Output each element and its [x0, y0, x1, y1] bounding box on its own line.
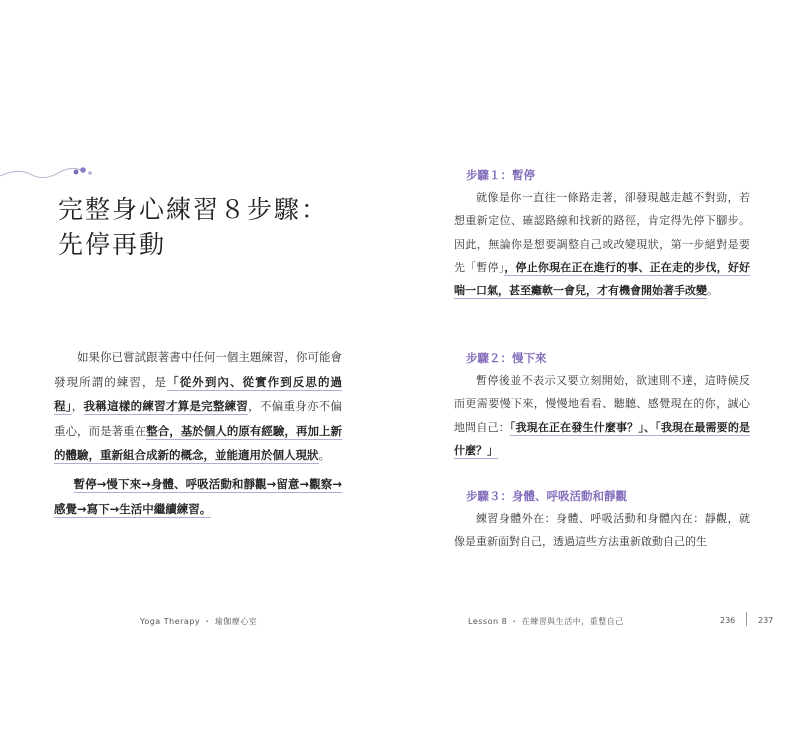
page-number-right: 237 — [758, 616, 774, 625]
step-1-emphasis: ，停止你現在正在進行的事、正在走的步伐，好好喘一口氣，甚至癱軟一會兒，才有機會開始著手改變 — [454, 260, 751, 298]
step-3-body — [454, 507, 750, 554]
page-number-left: 236 — [720, 616, 736, 625]
step-3-text: 練習身體外在：身體、呼吸活動和身體內在：靜觀，就像是重新面對自己，透過這些方法重新啟動自己的生 — [454, 512, 750, 549]
intro-text-1: 如果你已嘗試跟著書中任何一個主題練習，你可能會發現所謂的練習，是 — [54, 350, 342, 389]
step-1-text: 就像是你一直往一條路走著，卻發現越走越不對勁，若想重新定位、確認路線和找新的路徑，肯定得先停下腳步。因此，無論你是想要調整自己或改變現狀，第一步絕對是要先「暫停」 — [454, 191, 750, 274]
chapter-title-line-1: 完整身心練習８步驟： — [58, 195, 329, 224]
running-footer-right: Lesson 8 ・ 在練習與生活中，重整自己 — [468, 617, 624, 626]
vine-dots-ornament-icon — [0, 158, 110, 188]
steps-summary — [54, 472, 342, 521]
intro-text-3: ，不偏重身亦不偏重心，而是著重在 — [54, 399, 343, 438]
step-2-heading: 步驟２：慢下來 — [466, 351, 547, 365]
right-page — [400, 0, 800, 744]
running-footer-left: Yoga Therapy ・ 瑜伽療心室 — [140, 617, 258, 626]
step-1-text-end: 。 — [707, 284, 718, 298]
chapter-title — [58, 192, 328, 262]
step-2-emphasis: 「我現在正在發生什麼事？」、「我現在最需要的是什麼？」 — [454, 420, 751, 457]
intro-emphasis-1: 「從外到內、從實作到反思的過程」 — [54, 374, 343, 413]
intro-text-4: 。 — [318, 448, 330, 462]
step-2-text: 暫停後並不表示又要立刻開始，欲速則不達，這時候反而更需要慢下來，慢慢地看看、聽聽、感覺現在的你，誠心地問自己： — [454, 374, 750, 434]
page-number-divider — [746, 612, 747, 626]
intro-emphasis-2: 我稱這樣的練習才算是完整練習 — [83, 399, 249, 413]
intro-text-2: ， — [71, 399, 84, 413]
steps-summary-text: 暫停→慢下來→身體、呼吸活動和靜觀→留意→觀察→感覺→寫下→生活中繼續練習。 — [54, 477, 342, 516]
intro-emphasis-3: 整合，基於個人的原有經驗，再加上新的體驗，重新組合成新的概念，並能適用於個人現狀 — [54, 423, 343, 462]
intro-paragraph — [54, 345, 342, 468]
step-1-body — [454, 186, 750, 302]
step-1-heading: 步驟１：暫停 — [466, 168, 535, 182]
step-3-heading: 步驟３：身體、呼吸活動和靜觀 — [466, 489, 627, 503]
chapter-title-line-2: 先停再動 — [58, 230, 167, 259]
step-2-body — [454, 369, 750, 462]
